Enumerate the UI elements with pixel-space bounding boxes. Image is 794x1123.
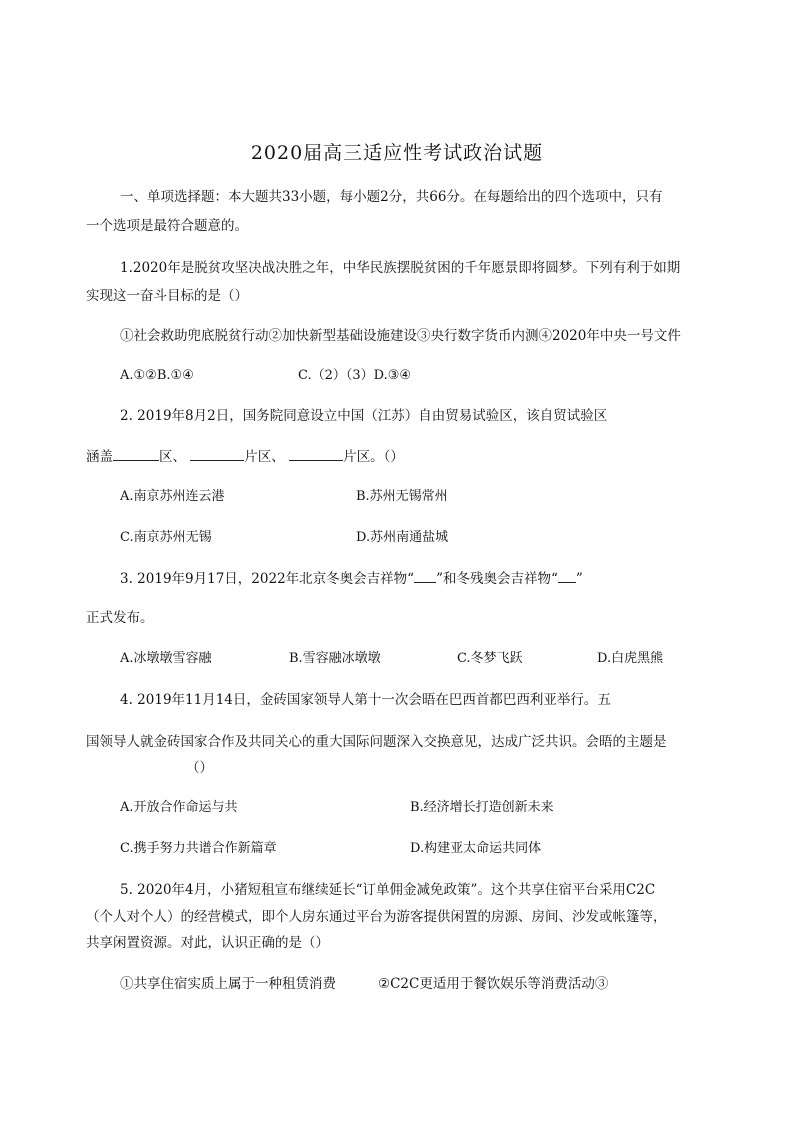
q4-stem-line3: （） (186, 760, 213, 776)
q4-stem-line2: 国领导人就金砖国家合作及共同关心的重大国际问题深入交换意见，达成广泛共识。会晤的主题是 (86, 734, 667, 750)
q3-blank-2 (558, 568, 576, 583)
q1-option-cd: C.（2）（3）D.③④ (298, 368, 412, 383)
q2-option-c: C.南京苏州无锡 (120, 530, 212, 545)
q5-stem-line3: 共享闲置资源。对此，认识正确的是（） (86, 935, 329, 951)
q3-option-c: C.冬梦飞跃 (457, 651, 523, 666)
q5-statement-2: ②C2C更适用于餐饮娱乐等消费活动③ (378, 976, 609, 992)
q2-blank-3 (289, 446, 343, 461)
q5-stem-line1: 5. 2020年4月，小猪短租宣布继续延长“订单佣金减免政策”。这个共享住宿平台采用C2C (120, 882, 656, 898)
q2-blank-2 (190, 446, 244, 461)
q4-option-b: B.经济增长打造创新未来 (410, 800, 554, 815)
q4-option-c: C.携手努力共谱合作新篇章 (120, 841, 277, 856)
q4-stem-line1: 4. 2019年11月14日，金砖国家领导人第十一次会晤在巴西首都巴西利亚举行。五 (120, 692, 611, 708)
q2-text-d: 片区。（） (343, 449, 404, 465)
q2-blank-1 (113, 446, 159, 461)
q5-statement-1: ①共享住宿实质上属于一种租赁消费 (120, 976, 336, 992)
q1-stem-line1: 1.2020年是脱贫攻坚决战决胜之年，中华民族摆脱贫困的千年愿景即将圆梦。下列有利于如期 (120, 260, 681, 276)
q3-text-c: ” (575, 571, 583, 587)
q2-option-d: D.苏州南通盐城 (356, 530, 449, 545)
q2-stem-line1: 2. 2019年8月2日，国务院同意设立中国（江苏）自由贸易试验区，该自贸试验区 (120, 408, 608, 424)
q2-option-a: A.南京苏州连云港 (120, 489, 225, 504)
q3-blank-1 (414, 568, 436, 583)
q3-text-b: ”和冬残奥会吉祥物“ (436, 571, 558, 587)
q2-stem-line2 (86, 446, 404, 467)
q2-text-b: 区、 (159, 449, 186, 465)
q4-option-d: D.构建亚太命运共同体 (410, 841, 542, 856)
q3-option-b: B.雪容融冰墩墩 (289, 651, 381, 666)
q2-option-b: B.苏州无锡常州 (356, 489, 448, 504)
q4-option-a: A.开放合作命运与共 (120, 800, 238, 815)
q3-option-a: A.冰墩墩雪容融 (120, 651, 212, 666)
q1-statements: ①社会救助兜底脱贫行动②加快新型基础设施建设③央行数字货币内测④2020年中央一号文件 (120, 328, 681, 344)
section-instructions-line1: 一、单项选择题：本大题共33小题，每小题2分，共66分。在每题给出的四个选项中，只有 (120, 189, 663, 205)
q5-stem-line2: （个人对个人）的经营模式，即个人房东通过平台为游客提供闲置的房源、房间、沙发或帐篷等， (86, 909, 667, 925)
q3-option-d: D.白虎黑熊 (597, 651, 664, 666)
q3-stem-line2: 正式发布。 (86, 610, 154, 626)
q2-text-a: 涵盖 (86, 449, 113, 465)
section-instructions-line2: 一个选项是最符合题意的。 (86, 218, 248, 234)
q1-stem-line2: 实现这一奋斗目标的是（） (86, 288, 248, 304)
q2-text-c: 片区、 (244, 449, 285, 465)
q1-option-ab: A.①②B.①④ (120, 368, 194, 383)
page-title: 2020届高三适应性考试政治试题 (250, 142, 544, 164)
q3-stem-line1 (120, 568, 583, 589)
q3-text-a: 3. 2019年9月17日，2022年北京冬奥会吉祥物“ (120, 571, 415, 587)
